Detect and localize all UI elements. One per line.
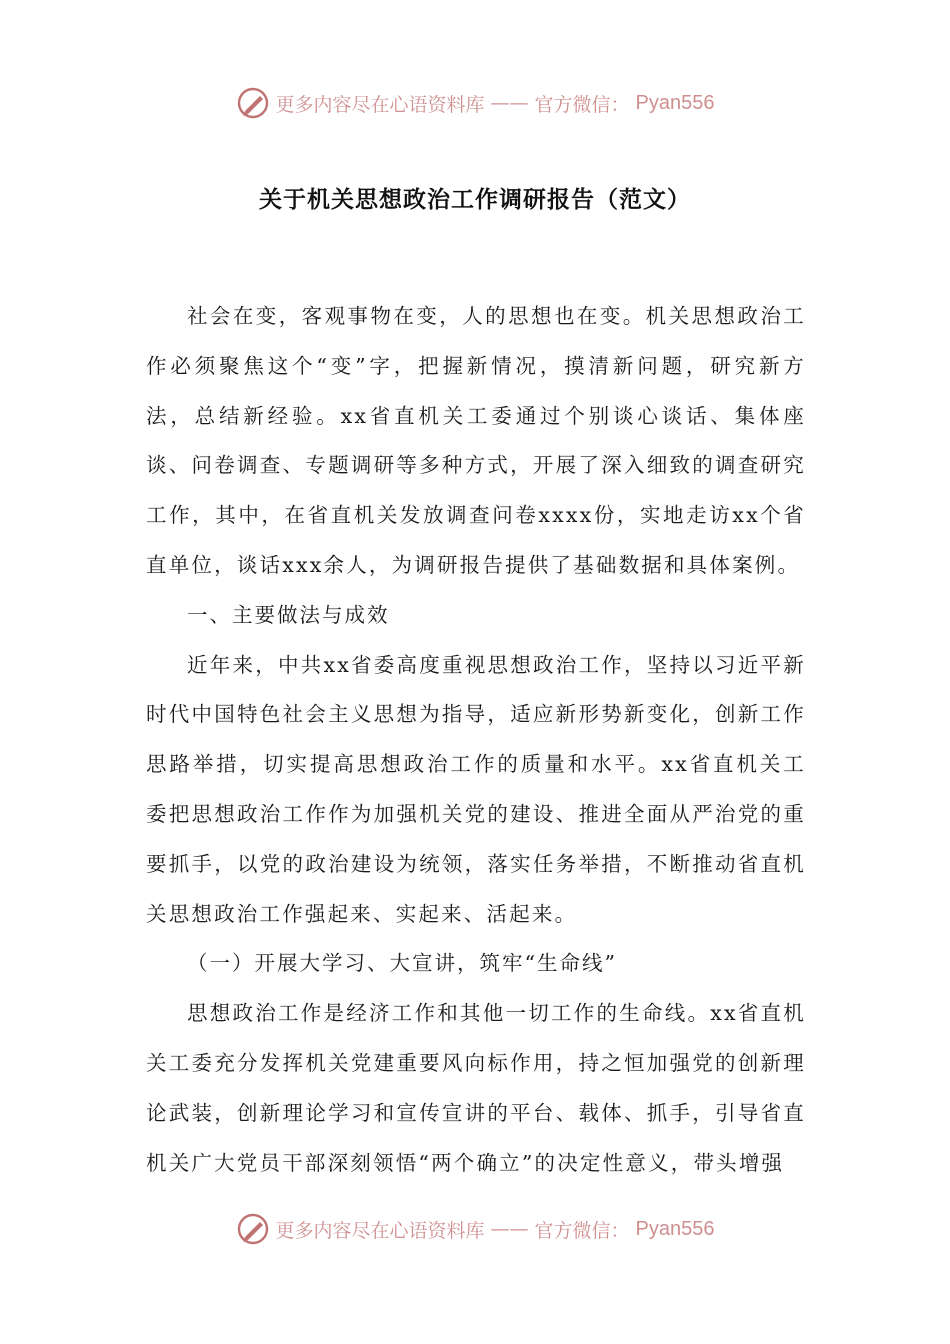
watermark-wechat-label: 官方微信： (534, 1219, 630, 1242)
pen-logo-icon (236, 1212, 270, 1246)
paragraph-intro: 社会在变，客观事物在变，人的思想也在变。机关思想政治工作必须聚焦这个“变”字，把握新情况，摸清新问题，研究新方法，总结新经验。xx省直机关工委通过个别谈心谈话、集体座谈、问卷调查、专题调研等多种方式，开展了深入细致的调查研究工作，其中，在省直机关发放调查问卷xxxx份，实地走访xx个省直单位，谈话xxx余人，为调研报告提供了基础数据和具体案例。 (146, 304, 806, 577)
pen-logo-icon (236, 86, 270, 120)
document-title: 关于机关思想政治工作调研报告（范文） (259, 187, 691, 213)
watermark-text: 更多内容尽在心语资料库 (275, 93, 485, 116)
watermark-dash: —— (490, 1218, 529, 1240)
paragraph-subsection-1: 思想政治工作是经济工作和其他一切工作的生命线。xx省直机关工委充分发挥机关党建重要风向标作用，持之恒加强党的创新理论武装，创新理论学习和宣传宣讲的平台、载体、抓手，引导省直机关广大党员干部深刻领悟“两个确立”的决定性意义，带头增强 (146, 1001, 806, 1175)
watermark-wechat-label: 官方微信： (534, 93, 630, 116)
watermark-header (0, 86, 950, 120)
watermark-dash: —— (490, 92, 529, 114)
document-body (146, 292, 806, 1188)
watermark-text: 更多内容尽在心语资料库 (275, 1219, 485, 1242)
watermark-wechat-id: Pyan556 (635, 91, 715, 114)
subsection-heading-1: （一）开展大学习、大宣讲，筑牢“生命线” (187, 951, 617, 976)
watermark-wechat-id: Pyan556 (635, 1217, 715, 1240)
paragraph-section-1: 近年来，中共xx省委高度重视思想政治工作，坚持以习近平新时代中国特色社会主义思想为指导，适应新形势新变化，创新工作思路举措，切实提高思想政治工作的质量和水平。xx省直机关工委把思想政治工作作为加强机关党的建设、推进全面从严治党的重要抓手，以党的政治建设为统领，落实任务举措，不断推动省直机关思想政治工作强起来、实起来、活起来。 (146, 652, 806, 926)
section-heading-1: 一、主要做法与成效 (187, 602, 390, 627)
watermark-footer (0, 1212, 950, 1246)
